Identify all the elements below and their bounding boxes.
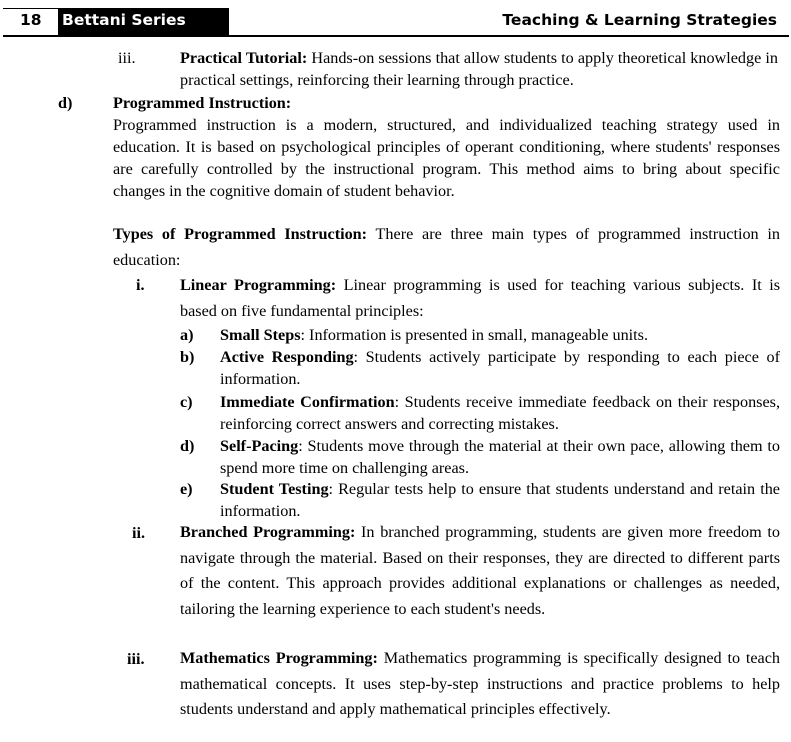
type-marker: ii. <box>132 524 146 542</box>
type-term: Mathematics Programming: <box>180 649 378 667</box>
series-title: Bettani Series <box>62 11 186 29</box>
type-marker: iii. <box>127 650 145 668</box>
principle-term: Immediate Confirmation <box>220 393 395 411</box>
section-heading: Programmed Instruction: <box>113 94 292 112</box>
prev-item-body: Hands-on sessions that allow students to apply theoretical knowledge in practical settings, reinforcing their learning through practice. <box>180 49 778 89</box>
chapter-title: Teaching & Learning Strategies <box>502 11 777 29</box>
principle-item <box>220 346 780 390</box>
principle-term: Student Testing <box>220 480 329 498</box>
type-body: Mathematics programming is specifically designed to teach mathematical concepts. It uses step-by-step instructions and practice problems to help students understand and apply mathematical principles effectively. <box>180 649 781 718</box>
principle-marker: c) <box>180 393 193 411</box>
principle-marker: e) <box>180 480 193 498</box>
principle-term: Active Responding <box>220 348 354 366</box>
prev-item-term: Practical Tutorial: <box>180 49 308 67</box>
principle-term: Small Steps <box>220 326 301 344</box>
principle-item <box>220 435 780 479</box>
type-body: Linear programming is used for teaching various subjects. It is based on five fundamental principles: <box>180 276 780 320</box>
header-bottom-rule <box>3 35 789 37</box>
principle-marker: b) <box>180 348 195 366</box>
type-term: Linear Programming: <box>180 276 337 294</box>
page-header <box>0 0 791 37</box>
principle-item <box>220 324 780 346</box>
principle-body: : Information is presented in small, manageable units. <box>300 326 649 344</box>
principle-body: : Students receive immediate feedback on their responses, reinforcing correct answers and correcting mistakes. <box>220 393 780 433</box>
principle-body: : Students move through the material at their own pace, allowing them to spend more time on challenging areas. <box>220 437 780 477</box>
type-linear-text <box>180 273 780 324</box>
principle-term: Self-Pacing <box>220 437 299 455</box>
page-number: 18 <box>20 11 42 29</box>
prev-item-marker: iii. <box>118 49 136 67</box>
principle-item <box>220 478 780 522</box>
principle-body: : Regular tests help to ensure that students understand and retain the information. <box>220 480 780 520</box>
principle-body: : Students actively participate by responding to each piece of information. <box>220 348 780 388</box>
header-divider-left <box>58 8 59 36</box>
principle-marker: d) <box>180 437 195 455</box>
types-text: There are three main types of programmed instruction in education: <box>113 225 780 269</box>
principle-item <box>220 391 780 435</box>
header-divider-right <box>228 8 229 36</box>
type-body: In branched programming, students are given more freedom to navigate through the material. Based on their responses, they are directed to different parts of the content. This approach provides additional explanations or challenges as needed, tailoring the learning experience to each student's needs. <box>180 523 781 618</box>
prev-item-text <box>180 47 778 91</box>
type-term: Branched Programming: <box>180 523 356 541</box>
type-mathematics-text <box>180 646 780 723</box>
principle-marker: a) <box>180 326 194 344</box>
type-marker: i. <box>136 276 145 294</box>
types-term: Types of Programmed Instruction: <box>113 225 368 243</box>
types-intro <box>113 222 780 273</box>
section-paragraph: Programmed instruction is a modern, structured, and individualized teaching strategy used in education. It is based on psychological principles of operant conditioning, where students' responses are carefully controlled by the instructional program. This method aims to bring about specific changes in the cognitive domain of student behavior. <box>113 116 780 200</box>
section-marker: d) <box>58 94 73 112</box>
type-branched-text <box>180 520 780 622</box>
